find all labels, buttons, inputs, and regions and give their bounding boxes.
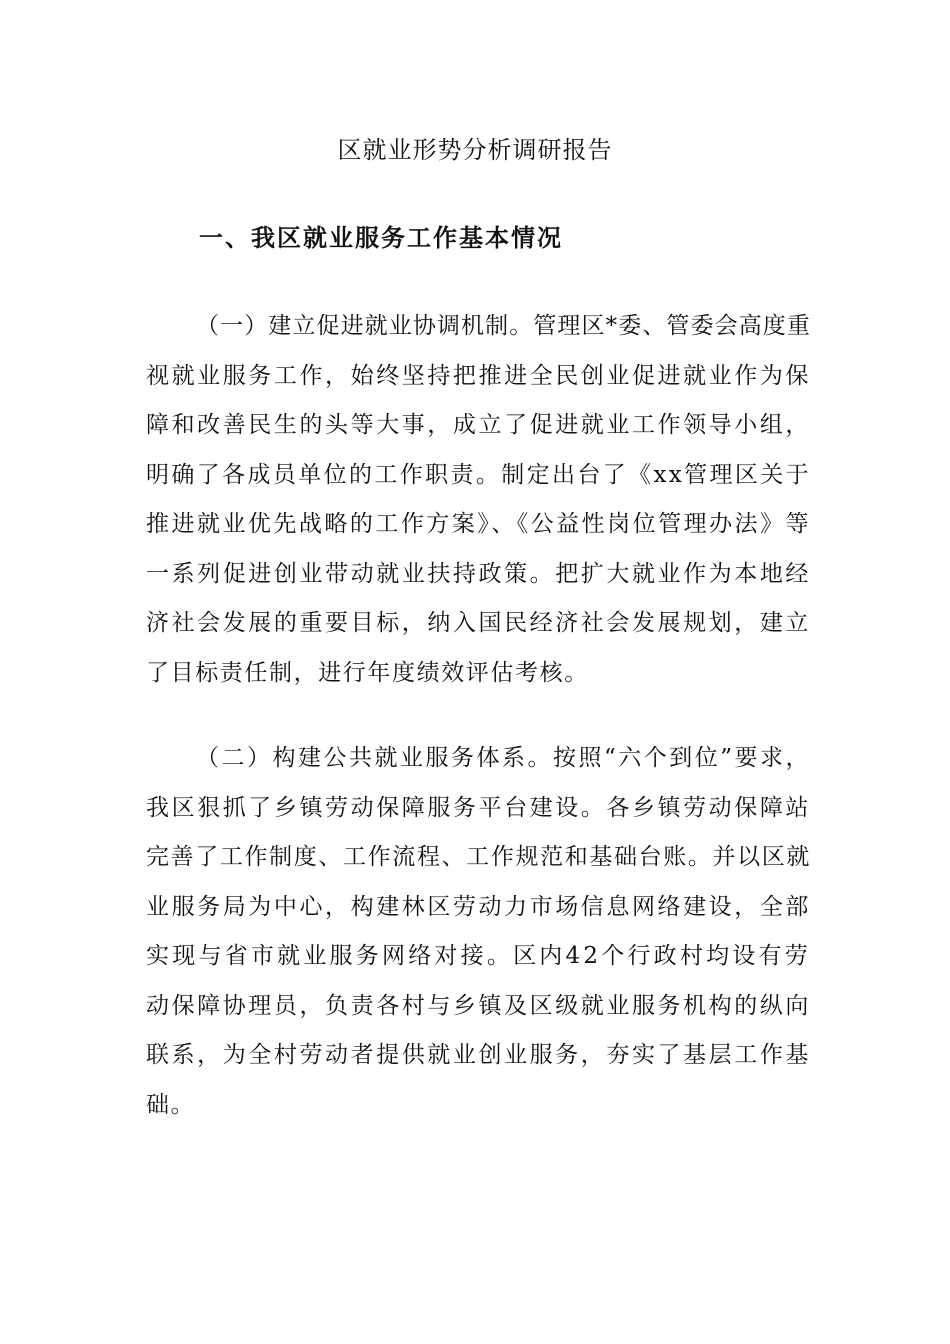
document-title: 区就业形势分析调研报告 xyxy=(337,136,613,164)
paragraph-public-service-system xyxy=(146,734,811,1130)
paragraph-line: 完善了工作制度、工作流程、工作规范和基础台账。并以区就 xyxy=(146,844,811,870)
paragraph-line: 动保障协理员，负责各村与乡镇及区级就业服务机构的纵向 xyxy=(146,992,811,1019)
paragraph-line: 一系列促进创业带动就业扶持政策。把扩大就业作为本地经 xyxy=(146,560,811,587)
paragraph-line: 明确了各成员单位的工作职责。制定出台了《xx管理区关于 xyxy=(146,461,811,488)
paragraph-line: 障和改善民生的头等大事，成立了促进就业工作领导小组， xyxy=(146,412,811,438)
paragraph-line: （二）构建公共就业服务体系。按照“六个到位”要求， xyxy=(196,745,811,771)
section-heading: 一、我区就业服务工作基本情况 xyxy=(199,224,563,252)
paragraph-line: 视就业服务工作，始终坚持把推进全民创业促进就业作为保 xyxy=(146,362,811,389)
paragraph-line: 业服务局为中心，构建林区劳动力市场信息网络建设，全部 xyxy=(146,893,811,920)
paragraph-line: 推进就业优先战略的工作方案》、《公益性岗位管理办法》等 xyxy=(146,511,811,537)
paragraph-line: 济社会发展的重要目标，纳入国民经济社会发展规划，建立 xyxy=(146,610,811,636)
paragraph-line: 实现与省市就业服务网络对接。区内42个行政村均设有劳 xyxy=(146,943,811,969)
paragraph-line: 联系，为全村劳动者提供就业创业服务，夯实了基层工作基 xyxy=(146,1042,811,1068)
paragraph-coordination-mechanism xyxy=(146,302,811,698)
paragraph-line: 础。 xyxy=(146,1091,196,1118)
paragraph-line: 了目标责任制，进行年度绩效评估考核。 xyxy=(146,659,589,686)
paragraph-line: 我区狠抓了乡镇劳动保障服务平台建设。各乡镇劳动保障站 xyxy=(146,794,811,821)
paragraph-line: （一）建立促进就业协调机制。管理区*委、管委会高度重 xyxy=(196,313,811,339)
